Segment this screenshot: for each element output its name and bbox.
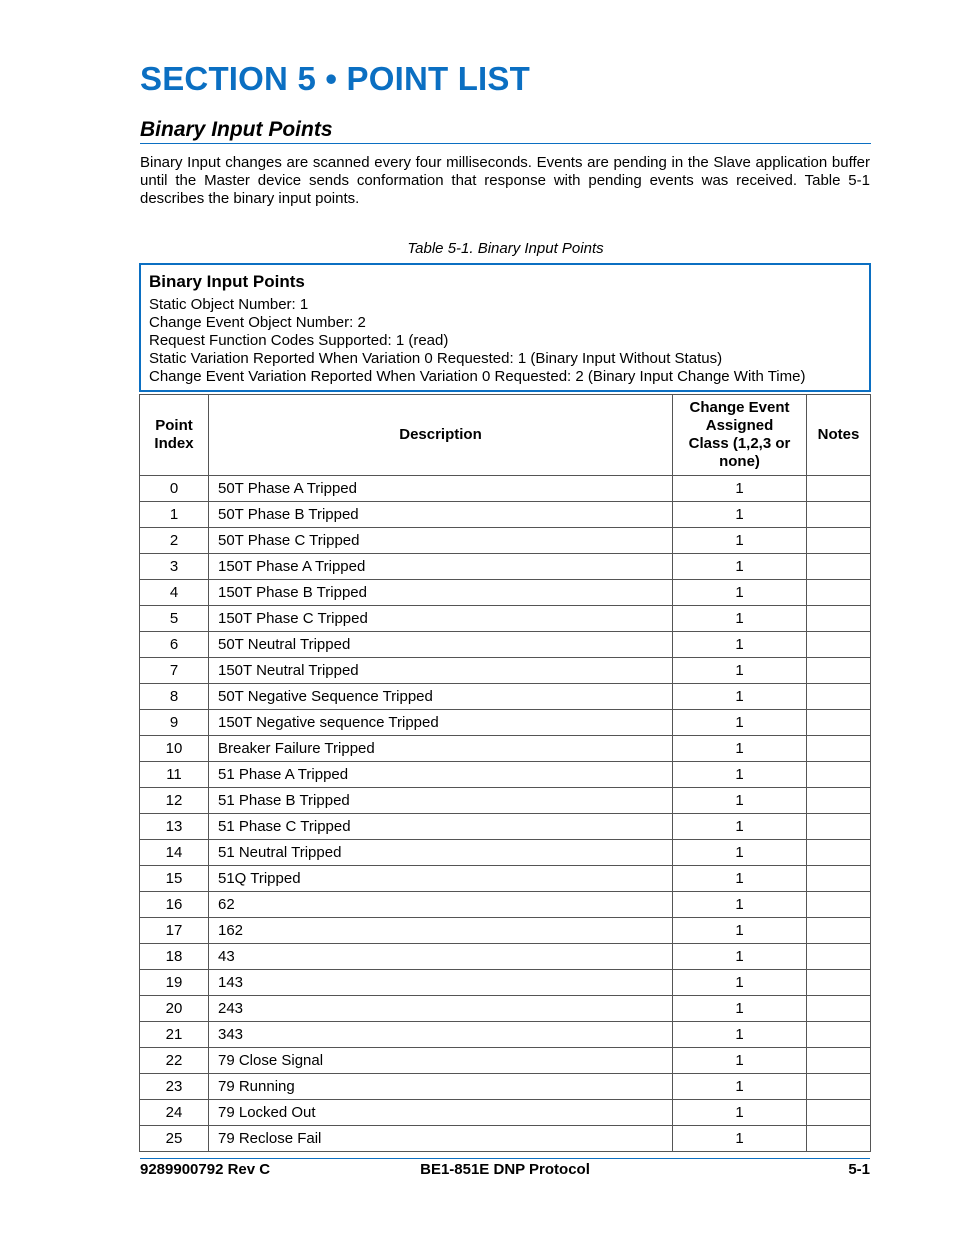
cell-event-class: 1	[673, 554, 807, 580]
cell-description: 150T Phase B Tripped	[209, 580, 673, 606]
cell-description: 51Q Tripped	[209, 866, 673, 892]
table-row	[140, 996, 871, 1022]
cell-notes	[807, 892, 871, 918]
cell-point-index: 5	[140, 606, 209, 632]
cell-notes	[807, 710, 871, 736]
table-header-row	[140, 395, 871, 476]
header-class-line3: Class (1,2,3 or	[688, 435, 791, 452]
cell-description: 343	[209, 1022, 673, 1048]
cell-description: 50T Neutral Tripped	[209, 632, 673, 658]
footer-document-title: BE1-851E DNP Protocol	[420, 1161, 590, 1178]
info-box	[139, 263, 871, 392]
cell-notes	[807, 996, 871, 1022]
cell-notes	[807, 528, 871, 554]
info-line-change-event-variation: Change Event Variation Reported When Variation 0 Requested: 2 (Binary Input Change With Time)	[149, 368, 806, 385]
info-box-lines	[149, 296, 805, 386]
header-description: Description	[209, 395, 673, 476]
cell-event-class: 1	[673, 736, 807, 762]
cell-notes	[807, 632, 871, 658]
cell-point-index: 23	[140, 1074, 209, 1100]
cell-notes	[807, 918, 871, 944]
cell-description: 79 Locked Out	[209, 1100, 673, 1126]
cell-description: 162	[209, 918, 673, 944]
header-point-index	[140, 395, 209, 476]
cell-description: 79 Close Signal	[209, 1048, 673, 1074]
cell-point-index: 15	[140, 866, 209, 892]
cell-description: 50T Phase B Tripped	[209, 502, 673, 528]
cell-event-class: 1	[673, 918, 807, 944]
info-box-title: Binary Input Points	[149, 272, 305, 291]
table-row	[140, 658, 871, 684]
cell-description: 150T Phase C Tripped	[209, 606, 673, 632]
table-row	[140, 840, 871, 866]
cell-event-class: 1	[673, 1022, 807, 1048]
table-row	[140, 554, 871, 580]
table-row	[140, 970, 871, 996]
table-row	[140, 1048, 871, 1074]
cell-event-class: 1	[673, 814, 807, 840]
cell-point-index: 19	[140, 970, 209, 996]
cell-notes	[807, 1100, 871, 1126]
table-row	[140, 762, 871, 788]
cell-notes	[807, 762, 871, 788]
table-row	[140, 632, 871, 658]
cell-notes	[807, 1074, 871, 1100]
table-row	[140, 918, 871, 944]
cell-event-class: 1	[673, 1100, 807, 1126]
cell-notes	[807, 840, 871, 866]
cell-point-index: 10	[140, 736, 209, 762]
info-line-static-variation: Static Variation Reported When Variation 0 Requested: 1 (Binary Input Without Status)	[149, 350, 723, 367]
cell-event-class: 1	[673, 502, 807, 528]
table-row	[140, 736, 871, 762]
cell-point-index: 8	[140, 684, 209, 710]
cell-event-class: 1	[673, 762, 807, 788]
info-line-change-event-object: Change Event Object Number: 2	[149, 314, 366, 331]
cell-event-class: 1	[673, 788, 807, 814]
cell-description: 50T Negative Sequence Tripped	[209, 684, 673, 710]
table-row	[140, 684, 871, 710]
cell-notes	[807, 554, 871, 580]
cell-notes	[807, 1022, 871, 1048]
table-row	[140, 502, 871, 528]
cell-description: 143	[209, 970, 673, 996]
table-row	[140, 1126, 871, 1152]
footer-page-number: 5-1	[848, 1161, 870, 1178]
cell-notes	[807, 606, 871, 632]
cell-point-index: 12	[140, 788, 209, 814]
cell-description: 62	[209, 892, 673, 918]
cell-notes	[807, 476, 871, 502]
cell-event-class: 1	[673, 606, 807, 632]
cell-notes	[807, 658, 871, 684]
cell-event-class: 1	[673, 840, 807, 866]
cell-point-index: 24	[140, 1100, 209, 1126]
cell-point-index: 7	[140, 658, 209, 684]
cell-notes	[807, 1048, 871, 1074]
binary-input-points-table	[139, 394, 871, 1152]
footer-document-number: 9289900792 Rev C	[140, 1161, 271, 1178]
cell-notes	[807, 502, 871, 528]
table-row	[140, 528, 871, 554]
cell-point-index: 25	[140, 1126, 209, 1152]
cell-point-index: 16	[140, 892, 209, 918]
cell-point-index: 20	[140, 996, 209, 1022]
cell-description: 50T Phase C Tripped	[209, 528, 673, 554]
cell-event-class: 1	[673, 944, 807, 970]
cell-point-index: 4	[140, 580, 209, 606]
page-footer	[140, 1158, 870, 1178]
table-row	[140, 710, 871, 736]
cell-description: 51 Phase C Tripped	[209, 814, 673, 840]
cell-event-class: 1	[673, 658, 807, 684]
cell-notes	[807, 970, 871, 996]
table-row	[140, 1022, 871, 1048]
cell-notes	[807, 944, 871, 970]
cell-point-index: 17	[140, 918, 209, 944]
header-point-index-line2: Index	[154, 435, 194, 452]
cell-event-class: 1	[673, 528, 807, 554]
cell-event-class: 1	[673, 892, 807, 918]
cell-point-index: 22	[140, 1048, 209, 1074]
cell-point-index: 13	[140, 814, 209, 840]
cell-event-class: 1	[673, 632, 807, 658]
cell-description: 50T Phase A Tripped	[209, 476, 673, 502]
cell-event-class: 1	[673, 710, 807, 736]
cell-notes	[807, 788, 871, 814]
table-row	[140, 944, 871, 970]
cell-description: 243	[209, 996, 673, 1022]
table-row	[140, 1100, 871, 1126]
cell-point-index: 2	[140, 528, 209, 554]
table-row	[140, 788, 871, 814]
cell-event-class: 1	[673, 1074, 807, 1100]
cell-notes	[807, 736, 871, 762]
cell-description: 43	[209, 944, 673, 970]
cell-description: 51 Phase B Tripped	[209, 788, 673, 814]
table-row	[140, 606, 871, 632]
subsection-header	[140, 118, 871, 144]
cell-description: 150T Neutral Tripped	[209, 658, 673, 684]
cell-point-index: 9	[140, 710, 209, 736]
subsection-title: Binary Input Points	[140, 118, 333, 141]
table-caption: Table 5-1. Binary Input Points	[407, 240, 604, 257]
cell-notes	[807, 580, 871, 606]
cell-event-class: 1	[673, 1048, 807, 1074]
cell-description: 79 Reclose Fail	[209, 1126, 673, 1152]
cell-description: 150T Phase A Tripped	[209, 554, 673, 580]
cell-description: 51 Neutral Tripped	[209, 840, 673, 866]
cell-point-index: 18	[140, 944, 209, 970]
cell-description: 79 Running	[209, 1074, 673, 1100]
intro-paragraph: Binary Input changes are scanned every four milliseconds. Events are pending in the Slave application buffer until the Master device sends conformation that response with pending events was received. Table 5-1 describes the binary input points.	[140, 154, 870, 207]
cell-notes	[807, 814, 871, 840]
cell-notes	[807, 866, 871, 892]
info-line-static-object: Static Object Number: 1	[149, 296, 309, 313]
cell-notes	[807, 1126, 871, 1152]
info-line-request-codes: Request Function Codes Supported: 1 (read)	[149, 332, 449, 349]
table-row	[140, 580, 871, 606]
cell-event-class: 1	[673, 476, 807, 502]
header-class-line2: Assigned	[705, 417, 774, 434]
header-class-line1: Change Event	[689, 399, 790, 416]
table-row	[140, 476, 871, 502]
cell-event-class: 1	[673, 1126, 807, 1152]
header-change-event-class	[673, 395, 807, 476]
cell-description: 150T Negative sequence Tripped	[209, 710, 673, 736]
section-title: SECTION 5 • POINT LIST	[140, 60, 530, 97]
cell-event-class: 1	[673, 684, 807, 710]
cell-point-index: 0	[140, 476, 209, 502]
table-body	[140, 476, 871, 1152]
cell-event-class: 1	[673, 996, 807, 1022]
table-row	[140, 814, 871, 840]
cell-point-index: 6	[140, 632, 209, 658]
cell-description: Breaker Failure Tripped	[209, 736, 673, 762]
table-row	[140, 1074, 871, 1100]
cell-event-class: 1	[673, 580, 807, 606]
cell-description: 51 Phase A Tripped	[209, 762, 673, 788]
header-class-line4: none)	[719, 453, 760, 470]
cell-point-index: 11	[140, 762, 209, 788]
table-row	[140, 892, 871, 918]
cell-event-class: 1	[673, 970, 807, 996]
cell-notes	[807, 684, 871, 710]
cell-point-index: 3	[140, 554, 209, 580]
cell-point-index: 14	[140, 840, 209, 866]
cell-point-index: 1	[140, 502, 209, 528]
cell-event-class: 1	[673, 866, 807, 892]
header-point-index-line1: Point	[155, 417, 193, 434]
header-notes: Notes	[807, 395, 871, 476]
cell-point-index: 21	[140, 1022, 209, 1048]
table-row	[140, 866, 871, 892]
